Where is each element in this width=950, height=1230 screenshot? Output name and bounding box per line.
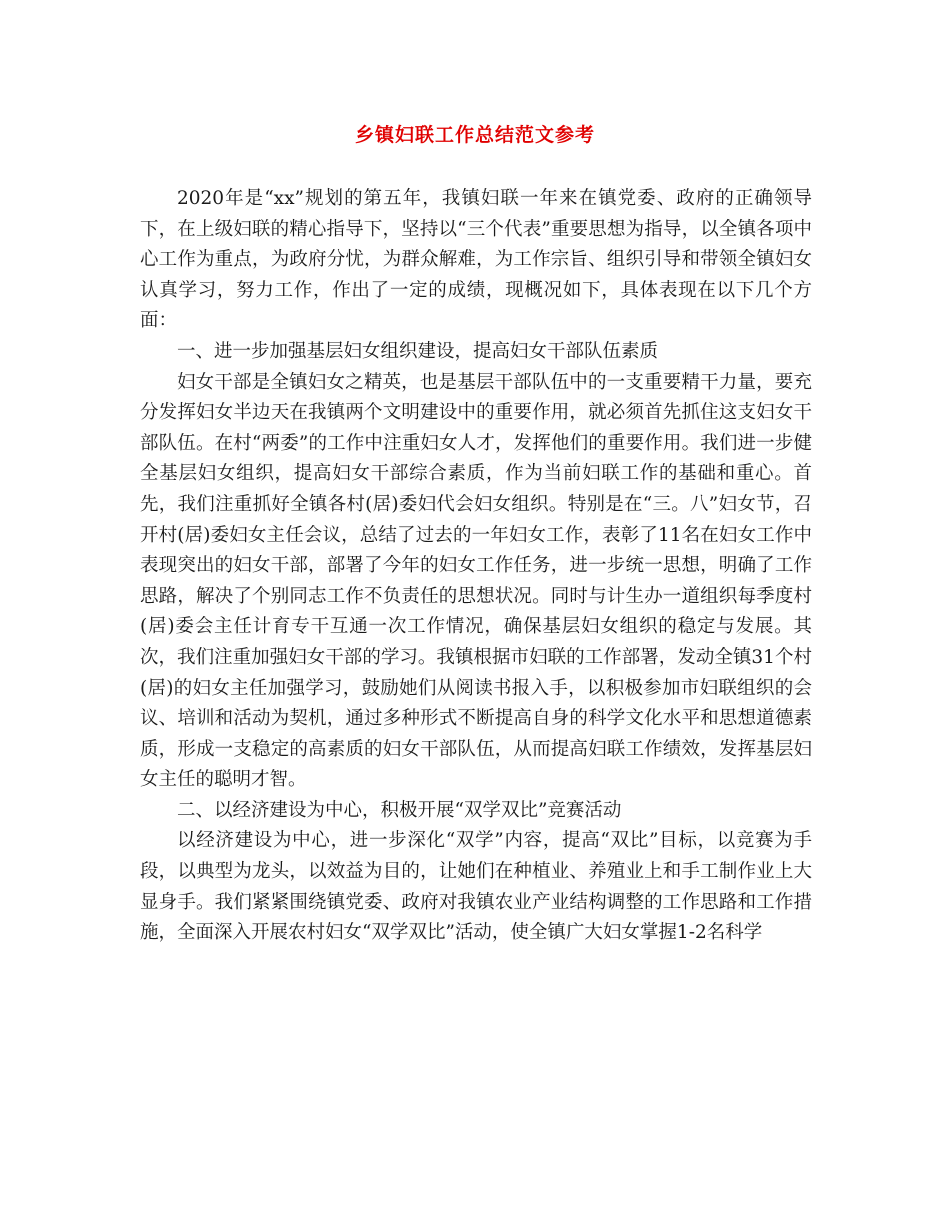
section-heading-2: 二、以经济建设为中心，积极开展“双学双比”竞赛活动 — [177, 799, 622, 821]
paragraph-intro: 2020年是“xx”规划的第五年，我镇妇联一年来在镇党委、政府的正确领导下，在上级妇联的精心指导下，坚持以“三个代表”重要思想为指导，以全镇各项中心工作为重点，为政府分忧，为群众解难，为工作宗旨、组织引导和带领全镇妇女认真学习，努力工作，作出了一定的成绩，现概况如下，具体表现在以下几个方面： — [140, 188, 812, 332]
paragraph-section-2: 以经济建设为中心，进一步深化“双学”内容，提高“双比”目标，以竞赛为手段，以典型为龙头，以效益为目的，让她们在种植业、养殖业上和手工制作业上大显身手。我们紧紧围绕镇党委、政府对我镇农业产业结构调整的工作思路和工作措施，全面深入开展农村妇女“双学双比”活动，使全镇广大妇女掌握1-2名科学 — [140, 830, 812, 944]
document-title: 乡镇妇联工作总结范文参考 — [354, 124, 595, 146]
paragraph-section-1: 妇女干部是全镇妇女之精英，也是基层干部队伍中的一支重要精干力量，要充分发挥妇女半边天在我镇两个文明建设中的重要作用，就必须首先抓住这支妇女干部队伍。在村“两委”的工作中注重妇女人才，发挥他们的重要作用。我们进一步健全基层妇女组织，提高妇女干部综合素质，作为当前妇联工作的基础和重心。首先，我们注重抓好全镇各村(居)委妇代会妇女组织。特别是在“三。八”妇女节，召开村(居)委妇女主任会议，总结了过去的一年妇女工作，表彰了11名在妇女工作中表现突出的妇女干部，部署了今年的妇女工作任务，进一步统一思想，明确了工作思路，解决了个别同志工作不负责任的思想状况。同时与计生办一道组织每季度村(居)委会主任计育专干互通一次工作情况，确保基层妇女组织的稳定与发展。其次，我们注重加强妇女干部的学习。我镇根据市妇联的工作部署，发动全镇31个村(居)的妇女主任加强学习，鼓励她们从阅读书报入手，以积极参加市妇联组织的会议、培训和活动为契机，通过多种形式不断提高自身的科学文化水平和思想道德素质，形成一支稳定的高素质的妇女干部队伍，从而提高妇联工作绩效，发挥基层妇女主任的聪明才智。 — [140, 371, 812, 791]
document-body — [140, 184, 812, 949]
section-heading-1: 一、进一步加强基层妇女组织建设，提高妇女干部队伍素质 — [177, 340, 659, 362]
